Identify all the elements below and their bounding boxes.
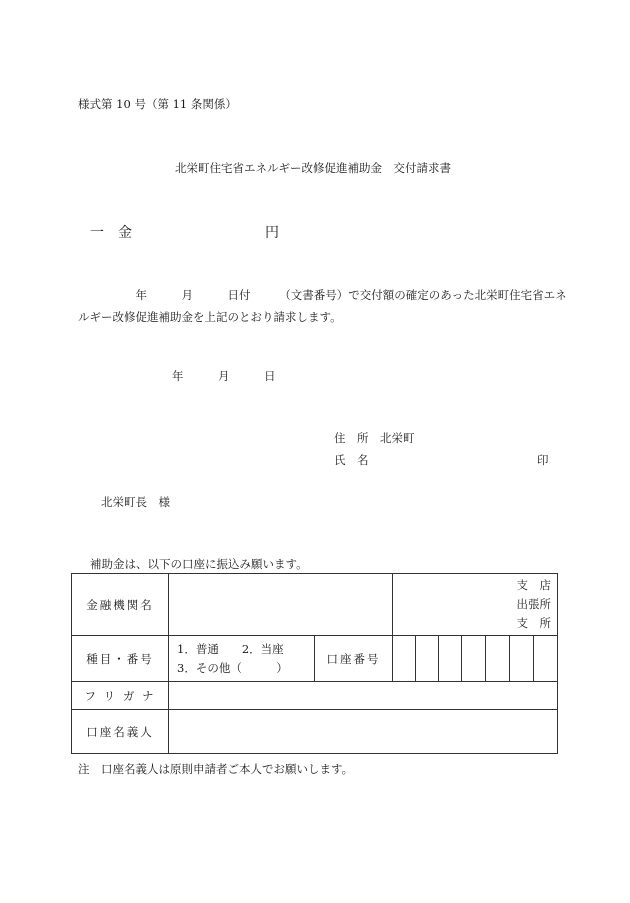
account-type-options[interactable] xyxy=(169,636,315,682)
account-digit-box[interactable] xyxy=(486,636,510,682)
account-number-label: 口座番号 xyxy=(315,636,393,682)
account-digit-box[interactable] xyxy=(416,636,439,682)
request-date: 年 月 日 xyxy=(172,369,276,383)
document-title: 北栄町住宅省エネルギー改修促進補助金 交付請求書 xyxy=(175,161,451,175)
branch-type-options[interactable] xyxy=(393,574,558,636)
branch-option-shisho: 支 所 xyxy=(516,616,552,630)
amount-prefix: 一 金 xyxy=(90,225,132,241)
account-digit-box[interactable] xyxy=(510,636,534,682)
branch-option-shucchojo: 出張所 xyxy=(516,597,552,611)
amount-unit: 円 xyxy=(265,225,279,241)
amount-line xyxy=(90,222,279,242)
type-option-line2: 3．その他（ ） xyxy=(177,660,288,675)
form-number: 様式第 10 号（第 11 条関係） xyxy=(78,97,237,111)
bank-account-table xyxy=(71,573,558,754)
furigana-input[interactable] xyxy=(169,682,558,710)
institution-label: 金融機関名 xyxy=(72,574,169,636)
furigana-label: フ リ ガ ナ xyxy=(72,682,169,710)
account-digit-box[interactable] xyxy=(439,636,462,682)
applicant-address: 住 所 北栄町 xyxy=(334,431,415,445)
request-body-text: 年 月 日付 （文書番号）で交付額の確定のあった北栄町住宅省エネルギー改修促進補助金を上記のとおり請求します。 xyxy=(78,288,567,324)
institution-input[interactable] xyxy=(169,574,393,636)
account-digit-box[interactable] xyxy=(393,636,416,682)
account-holder-input[interactable] xyxy=(169,710,558,754)
account-holder-label: 口座名義人 xyxy=(72,710,169,754)
account-digit-box[interactable] xyxy=(534,636,558,682)
addressee: 北栄町長 様 xyxy=(101,495,170,509)
applicant-name: 氏 名 xyxy=(334,453,369,467)
type-label: 種目・番号 xyxy=(72,636,169,682)
branch-option-shiten: 支 店 xyxy=(516,578,552,592)
type-option-line1: 1．普通 2．当座 xyxy=(177,641,284,656)
bank-intro-text: 補助金は、以下の口座に振込み願います。 xyxy=(90,557,308,571)
account-digit-box[interactable] xyxy=(462,636,486,682)
footnote: 注 口座名義人は原則申請者ご本人でお願いします。 xyxy=(78,762,354,776)
seal-mark: 印 xyxy=(537,453,549,467)
